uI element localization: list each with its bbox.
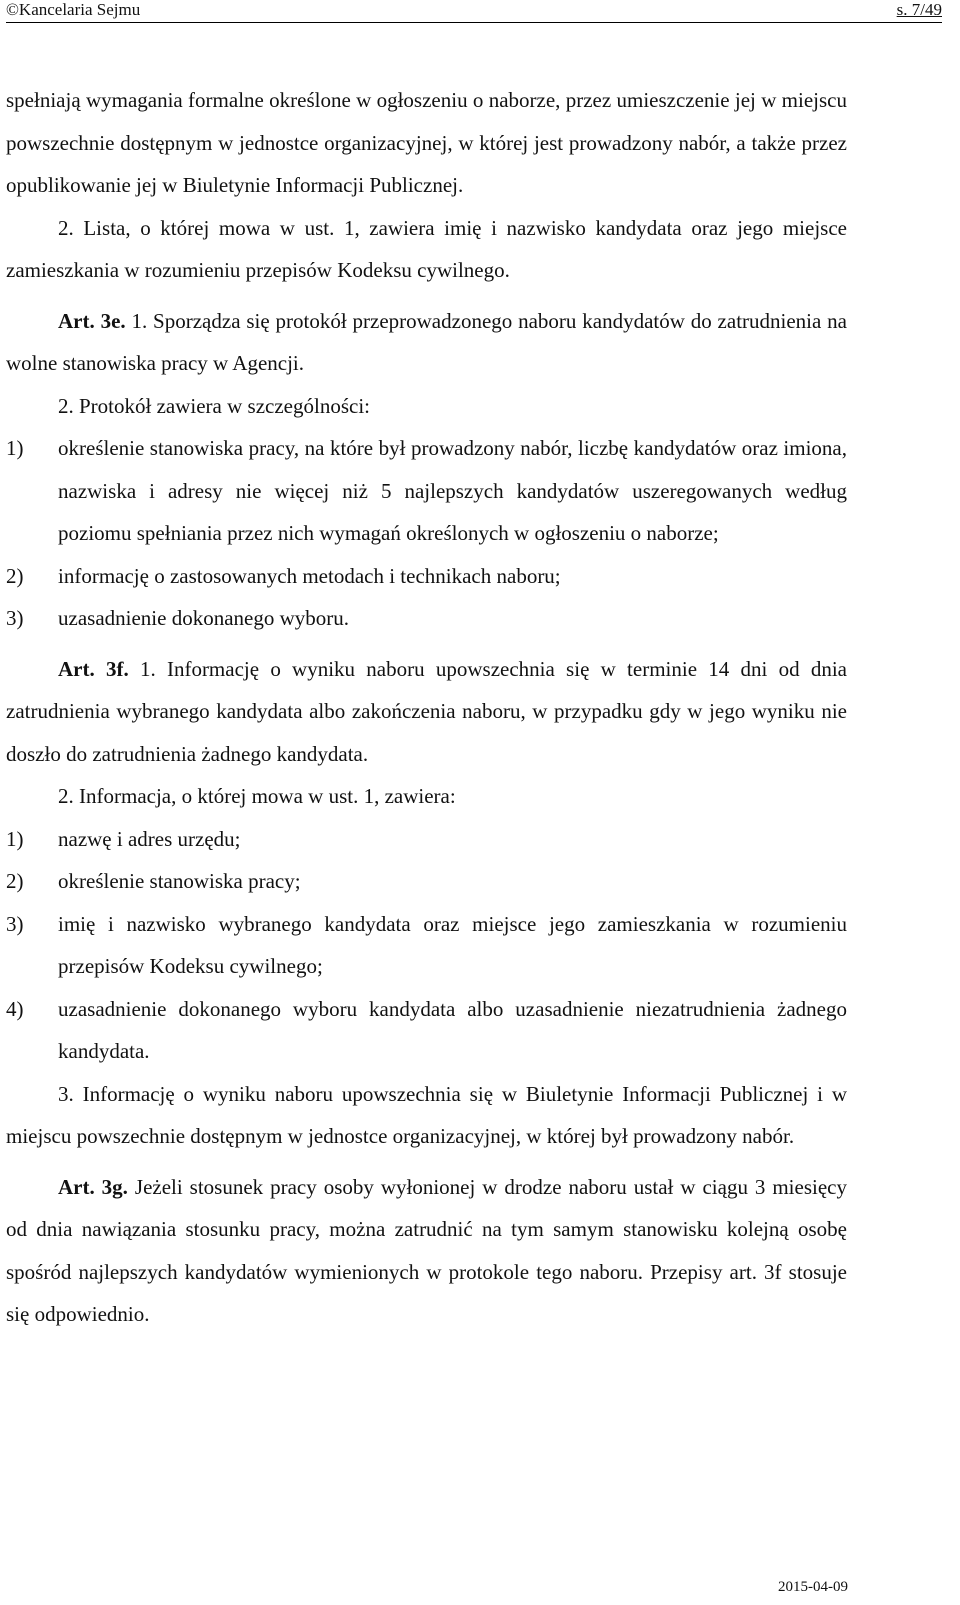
list-item: 3) imię i nazwisko wybranego kandydata oraz miejsce jego zamieszkania w rozumieniu przepisów Kodeksu cywilnego; <box>6 911 847 978</box>
article-3f-heading: Art. 3f. <box>58 656 129 681</box>
article-3e-paragraph-1: Art. 3e. 1. Sporządza się protokół przeprowadzonego naboru kandydatów do zatrudnienia na wolne stanowiska pracy w Agencji. <box>6 308 847 375</box>
article-3f-paragraph-3: 3. Informację o wyniku naboru upowszechnia się w Biuletynie Informacji Publicznej i w miejscu powszechnie dostępnym w jednostce organizacyjnej, w której był prowadzony nabór. <box>6 1081 847 1148</box>
list-item: 4) uzasadnienie dokonanego wyboru kandydata albo uzasadnienie niezatrudnienia żadnego kandydata. <box>6 996 847 1063</box>
article-3e-heading: Art. 3e. <box>58 308 126 333</box>
list-item: 1) określenie stanowiska pracy, na które był prowadzony nabór, liczbę kandydatów oraz imiona, nazwiska i adresy nie więcej niż 5 najlepszych kandydatów uszeregowanych według poziomu spełniania przez nich wymagań określonych w ogłoszeniu o naborze; <box>6 436 847 545</box>
list-item: 2) informację o zastosowanych metodach i technikach naboru; <box>6 563 561 588</box>
publisher-label: ©Kancelaria Sejmu <box>6 0 141 19</box>
article-3g-paragraph: Art. 3g. Jeżeli stosunek pracy osoby wyłonionej w drodze naboru ustał w ciągu 3 miesięcy od dnia nawiązania stosunku pracy, można zatrudnić na tym samym stanowisku kolejną osobę spośród najlepszych kandydatów wymienionych w protokole tego naboru. Przepisy art. 3f stosuje się odpowiednio. <box>6 1174 847 1326</box>
article-3g-heading: Art. 3g. <box>58 1174 128 1199</box>
article-3f-paragraph-1: Art. 3f. 1. Informację o wyniku naboru upowszechnia się w terminie 14 dni od dnia zatrudnienia wybranego kandydata albo zakończenia naboru, w przypadku gdy w jego wyniku nie doszło do zatrudnienia żadnego kandydata. <box>6 656 847 766</box>
document-date: 2015-04-09 <box>778 1579 848 1595</box>
list-item: 3) uzasadnienie dokonanego wyboru. <box>6 606 349 630</box>
page-header <box>6 0 942 23</box>
list-item: 2) określenie stanowiska pracy; <box>6 869 301 893</box>
list-item: 1) nazwę i adres urzędu; <box>6 826 241 851</box>
paragraph-continuation: spełniają wymagania formalne określone w ogłoszeniu o naborze, przez umieszczenie jej w miejscu powszechnie dostępnym w jednostce organizacyjnej, w której jest prowadzony nabór, a także przez opublikowanie jej w Biuletynie Informacji Publicznej. <box>6 88 847 197</box>
page-number: s. 7/49 <box>896 0 942 19</box>
paragraph-list-content: 2. Lista, o której mowa w ust. 1, zawiera imię i nazwisko kandydata oraz jego miejsce zamieszkania w rozumieniu przepisów Kodeksu cywilnego. <box>6 215 847 282</box>
article-3f-paragraph-2: 2. Informacja, o której mowa w ust. 1, zawiera: <box>58 784 456 808</box>
document-body <box>6 79 847 1336</box>
article-3e-paragraph-2: 2. Protokół zawiera w szczególności: <box>58 393 370 418</box>
